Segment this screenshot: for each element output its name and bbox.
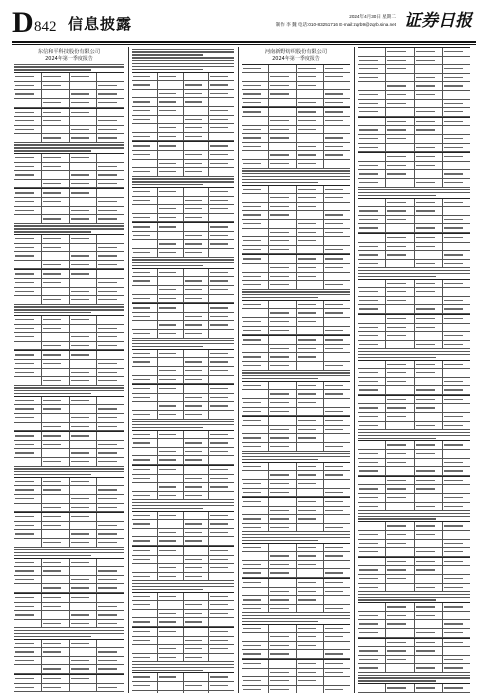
section-letter: D xyxy=(12,6,34,39)
financial-table xyxy=(358,47,470,693)
column-divider xyxy=(354,47,355,693)
masthead-rule-thin xyxy=(12,44,476,45)
report-body xyxy=(14,64,124,693)
column-divider xyxy=(238,47,239,693)
column-4 xyxy=(358,47,470,693)
date-line: 2024年4月30日 星期二 xyxy=(349,14,396,19)
column-2 xyxy=(132,47,234,693)
contact-line: 制作 李 魏 电话:010-83251716 E-mail:zqrb9@zqrb.sina.net xyxy=(275,22,396,27)
column-divider xyxy=(128,47,129,693)
column-3 xyxy=(242,47,350,693)
newspaper-logo: 证券日报 xyxy=(404,11,472,31)
masthead-rule xyxy=(12,41,476,43)
report-title: 2024年第一季度报告 xyxy=(272,55,320,62)
section-title: 信息披露 xyxy=(68,15,133,33)
report-company-title: 东信和平科技股份有限公司 xyxy=(37,49,101,55)
report-company-title: 河南新野纺织股份有限公司 xyxy=(264,49,328,55)
masthead xyxy=(12,8,476,40)
column-1 xyxy=(14,47,124,693)
page-number: 842 xyxy=(34,19,57,35)
report-body xyxy=(242,64,350,694)
report-title: 2024年第一季度报告 xyxy=(45,55,93,62)
financial-table xyxy=(132,49,234,694)
